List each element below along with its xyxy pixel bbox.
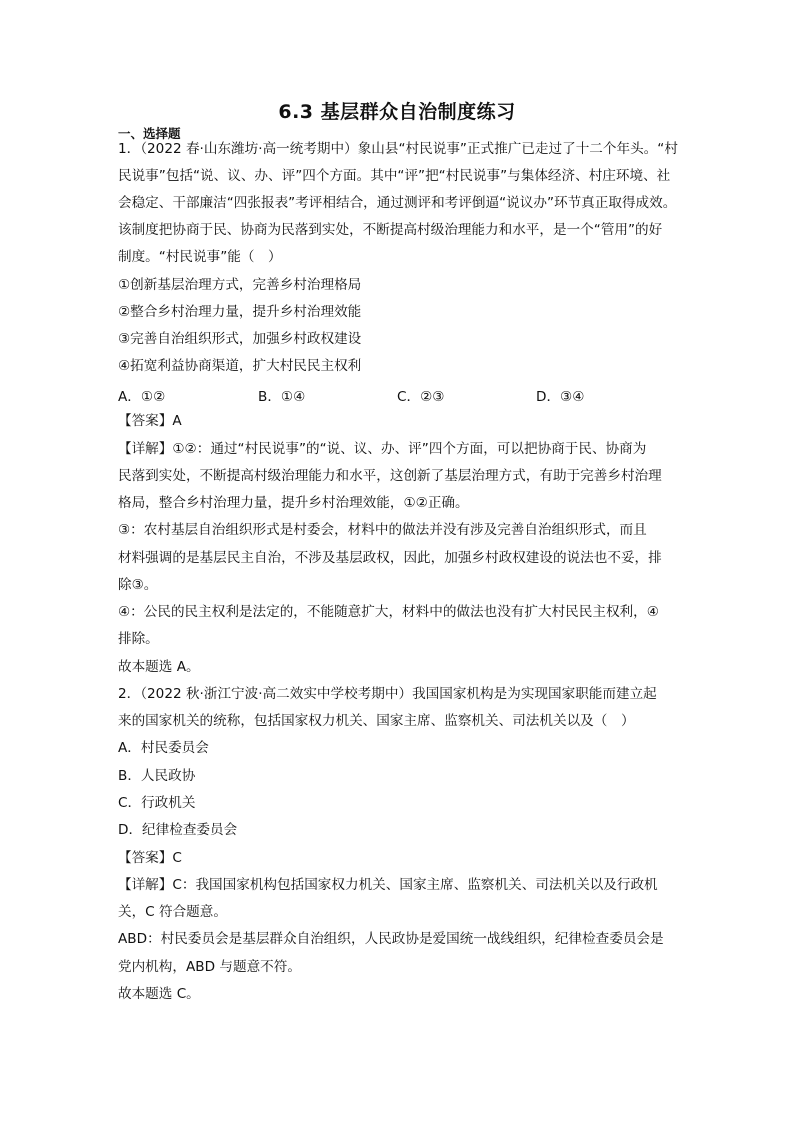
option-statement: ③完善自治组织形式，加强乡村政权建设 [118,331,362,347]
explanation-line: ABD：村民委员会是基层群众自治组织，人民政协是爱国统一战线组织，纪律检查委员会是 [118,931,664,947]
text-line: 该制度把协商于民、协商为民落到实处，不断提高村级治理能力和水平，是一个“管用”的好 [118,222,663,238]
section-heading: 一、选择题 [118,126,181,141]
text-line: 会稳定、干部廉洁“四张报表”考评相结合，通过测评和考评倒逼“说议办”环节真正取得成效。 [118,195,677,211]
explanation-line: 格局，整合乡村治理力量，提升乡村治理效能，①②正确。 [118,495,469,511]
explanation-line: ③：农村基层自治组织形式是村委会，材料中的做法并没有涉及完善自治组织形式，而且 [118,522,647,538]
question-2-line: 2．（2022 秋·浙江宁波·高二效实中学校考期中）我国国家机构是为实现国家职能而建立起 [118,686,657,702]
conclusion-line: 故本题选 C。 [118,986,200,1002]
text-line: 制度。“村民说事”能（ ） [118,249,282,265]
text-line: 民说事”包括“说、议、办、评”四个方面。其中“评”把“村民说事”与集体经济、村庄环境、社 [118,168,671,184]
answer-line: 【答案】A [118,413,182,429]
page-title: 6.3 基层群众自治制度练习 [278,101,516,123]
explanation-line: 材料强调的是基层民主自治，不涉及基层政权，因此，加强乡村政权建设的说法也不妥，排 [118,550,662,566]
q2-option-c: C．行政机关 [118,795,196,811]
option-statement: ②整合乡村治理力量，提升乡村治理效能 [118,304,362,320]
answer-line: 【答案】C [118,850,182,866]
question-2-line: 来的国家机关的统称，包括国家权力机关、国家主席、监察机关、司法机关以及（ ） [118,713,635,729]
q1-options [118,385,678,405]
text-line: 1．（2022 春·山东潍坊·高一统考期中）象山县“村民说事”正式推广已走过了十二个年头。“村 [118,141,678,157]
q2-option-b: B．人民政协 [118,768,196,784]
explanation-line: 关，C 符合题意。 [118,904,227,920]
q2-option-a: A．村民委员会 [118,740,209,756]
option-statement: ①创新基层治理方式，完善乡村治理格局 [118,277,362,293]
explanation-line: 党内机构，ABD 与题意不符。 [118,959,301,975]
q1-option-a: A．①② [118,389,166,405]
explanation-line: 排除。 [118,631,159,647]
option-statement: ④拓宽利益协商渠道，扩大村民民主权利 [118,358,362,374]
explanation-line: 民落到实处，不断提高村级治理能力和水平，这创新了基层治理方式，有助于完善乡村治理 [118,468,662,484]
q1-option-b: B．①④ [258,389,306,405]
q2-option-d: D．纪律检查委员会 [118,822,238,838]
explanation-line: 除③。 [118,577,158,593]
explanation-line: ④：公民的民主权利是法定的，不能随意扩大，材料中的做法也没有扩大村民民主权利，④ [118,604,659,620]
explanation-line: 【详解】C：我国国家机构包括国家权力机关、国家主席、监察机关、司法机关以及行政机 [118,877,658,893]
q1-option-c: C．②③ [397,389,445,405]
q1-option-d: D．③④ [536,389,585,405]
conclusion-line: 故本题选 A。 [118,659,200,675]
explanation-line: 【详解】①②：通过“村民说事”的“说、议、办、评”四个方面，可以把协商于民、协商为 [118,441,647,457]
